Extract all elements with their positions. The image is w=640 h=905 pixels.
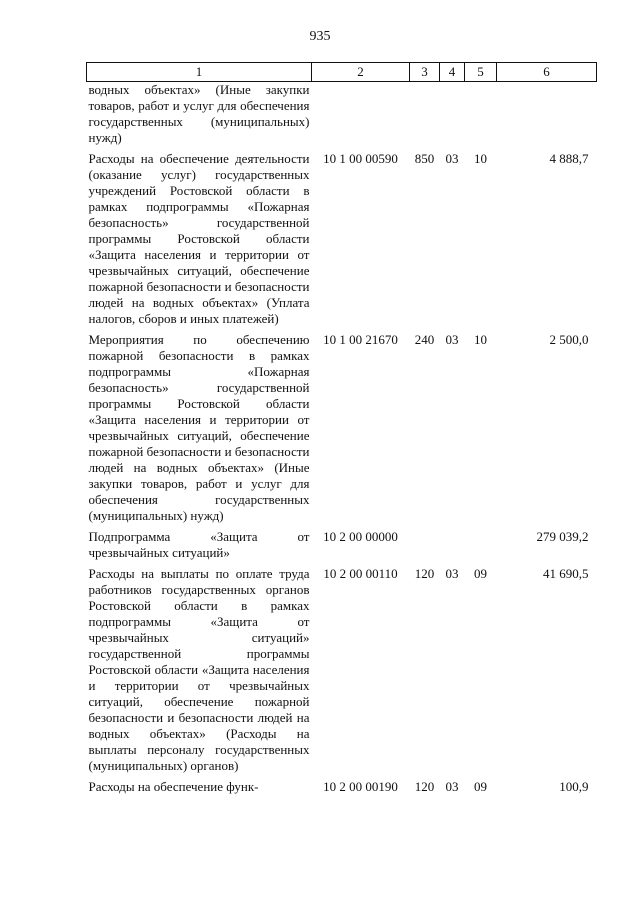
row-code: 10 2 00 00110 [323,566,398,581]
row-code [312,82,410,152]
row-name: Мероприятия по обеспечению пожарной безопасности в рамках подпрограммы «Пожарная безопасность» государственной программы Ростовской области «Защита населения и территории от чрезвычайных ситуаций, обеспечение пожарной безопасности и безопасности людей на водных объектах» (Иные закупки товаров, работ и услуг для обеспечения государственных (муниципальных) нужд) [88,332,310,523]
table-row [87,529,597,566]
row-vr [410,529,440,566]
row-vr: 120 [414,566,435,581]
row-name: Расходы на выплаты по оплате труда работников государственных органов Ростовской области в рамках подпрограммы «Защита от чрезвычайных ситуаций» государственной программы Ростовской области «Защита населения и территории от чрезвычайных ситуаций, обеспечение пожарной безопасности и безопасности людей на водных объектах» (Расходы на выплаты персоналу государственных (муниципальных) органов) [88,566,310,773]
row-code: 10 1 00 00590 [323,151,398,166]
table-row [87,82,597,152]
row-code: 10 1 00 21670 [323,332,398,347]
table-row [87,566,597,779]
row-sum [497,82,597,152]
row-vr: 850 [414,151,435,166]
row-pr [465,529,497,566]
table-body [87,82,597,801]
header-col-code: 2 [312,63,410,82]
header-col-rz: 4 [440,63,465,82]
row-sum: 41 690,5 [543,566,589,581]
row-rz [440,529,465,566]
row-rz: 03 [445,151,459,166]
row-name: Расходы на обеспечение функ- [88,779,259,794]
page-number: 935 [309,29,331,44]
row-sum: 2 500,0 [549,332,589,347]
row-pr: 10 [474,332,487,347]
row-vr [410,82,440,152]
header-row [87,63,597,82]
row-name: Расходы на обеспечение деятельности (оказание услуг) государственных учреждений Ростовской области в рамках подпрограммы «Пожарная безопасность» государственной программы Ростовской области «Защита населения и территории от чрезвычайных ситуаций, обеспечение пожарной безопасности и безопасности людей на водных объектах» (Уплата налогов, сборов и иных платежей) [88,151,310,326]
table-row [87,779,597,800]
budget-table [86,62,597,800]
header-col-name: 1 [87,63,312,82]
row-rz: 03 [445,332,459,347]
row-pr [465,82,497,152]
row-pr: 09 [474,779,487,794]
row-pr: 09 [474,566,487,581]
row-sum: 4 888,7 [549,151,589,166]
row-pr: 10 [474,151,487,166]
row-name: водных объектах» (Иные закупки товаров, работ и услуг для обеспечения государственных (муниципальных) нужд) [88,82,310,145]
header-col-vr: 3 [410,63,440,82]
row-code: 10 2 00 00000 [323,529,398,544]
row-sum: 279 039,2 [536,529,589,544]
table-header [87,63,597,82]
row-rz: 03 [445,566,459,581]
table-row [87,151,597,332]
row-rz [440,82,465,152]
row-code: 10 2 00 00190 [323,779,398,794]
row-rz: 03 [445,779,459,794]
row-name: Подпрограмма «Защита от чрезвычайных ситуаций» [88,529,310,560]
header-col-pr: 5 [465,63,497,82]
header-col-sum: 6 [497,63,597,82]
table-row [87,332,597,529]
row-vr: 240 [414,332,435,347]
row-sum: 100,9 [559,779,589,794]
row-vr: 120 [414,779,435,794]
